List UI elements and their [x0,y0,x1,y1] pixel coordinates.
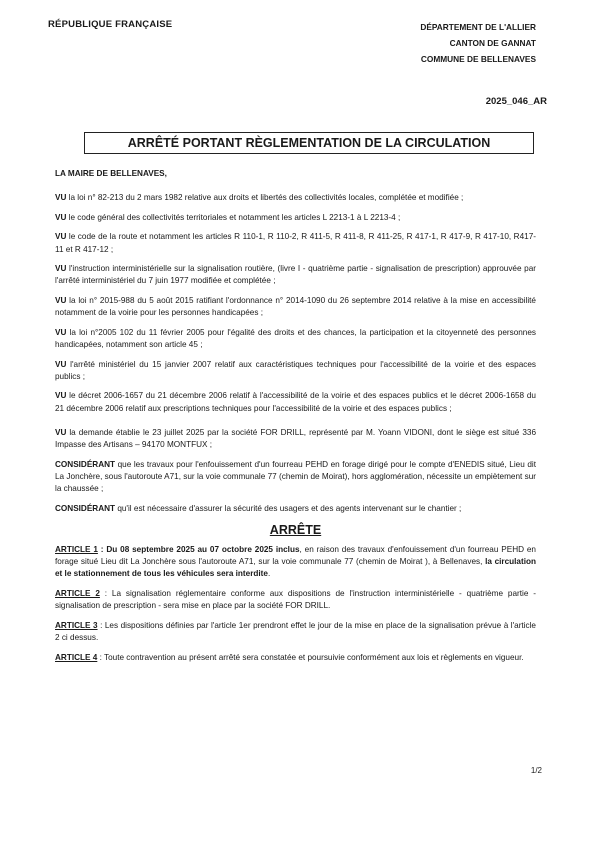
vu-text: la demande établie le 23 juillet 2025 par la société FOR DRILL, représenté par M. Yoann VIDONI, dont le siège est situé 336 Impasse des Artisans – 94170 MONTFUX ; [55,427,536,449]
article-text: Les dispositions définies par l'article 1er prendront effet le jour de la mise en place de la signalisation prévue à l'article 2 ci dessus. [55,620,536,642]
considerant-text: que les travaux pour l'enfouissement d'un fourreau PEHD en forage dirigé pour le compte d'ENEDIS situé, Lieu dit La Jonchère, sous l'autoroute A71, sur la voie communale 77 (chemin de Moirat), hors agglomération, nécessite un empiètement sur la chaussée ; [55,459,536,493]
vu-keyword: VU [55,391,67,401]
mayor-line: LA MAIRE DE BELLENAVES, [55,169,167,178]
vu-keyword: VU [55,193,67,203]
vu-text: le décret 2006-1657 du 21 décembre 2006 relatif à l'accessibilité de la voirie et des espaces publics et le décret 2006-1658 du 21 décembre 2006 relatif aux prescriptions techniques pour l'accessibilité de la voirie et des espaces publics ; [55,391,536,413]
article-separator: : [97,620,105,630]
vu-paragraph [55,212,536,224]
vu-text: le code général des collectivités territoriales et notamment les articles L 2213-1 à L 2213-4 ; [66,212,401,222]
department-line: DÉPARTEMENT DE L'ALLIER [420,22,536,32]
considerant-keyword: CONSIDÉRANT [55,459,116,469]
document-body [55,168,536,671]
republic-heading: RÉPUBLIQUE FRANÇAISE [48,19,173,30]
article-separator: : [97,544,107,554]
vu-text: le code de la route et notamment les articles R 110-1, R 110-2, R 411-5, R 411-8, R 411-25, R 417-1, R 417-9, R 417-10, R417-11 et R 417-12 ; [55,232,536,254]
vu-keyword: VU [55,427,67,437]
article-text-end: . [267,569,271,579]
vu-text: la loi n° 82-213 du 2 mars 1982 relative aux droits et libertés des collectivités locales, complétée et modifiée ; [66,193,464,203]
arrete-heading: ARRÊTE [269,522,322,537]
article-2 [55,588,536,612]
vu-paragraph [55,192,536,204]
administration-heading [420,19,536,67]
article-dates: Du 08 septembre 2025 au 07 octobre 2025 inclus [106,544,300,554]
document-reference: 2025_046_AR [485,96,547,107]
article-4 [55,652,536,664]
vu-paragraph [55,359,536,383]
vu-keyword: VU [55,264,67,274]
article-label: ARTICLE 2 [55,588,100,598]
considerant-paragraph [55,459,536,496]
considerant-text: qu'il est nécessaire d'assurer la sécurité des usagers et des agents intervenant sur le chantier ; [115,503,462,513]
article-text: Toute contravention au présent arrêté sera constatée et poursuivie conformément aux lois et règlements en vigueur. [104,652,524,662]
considerant-keyword: CONSIDÉRANT [55,503,116,513]
article-1 [55,544,536,581]
vu-paragraph [55,390,536,414]
vu-keyword: VU [55,327,67,337]
article-3 [55,620,536,644]
vu-paragraph [55,327,536,351]
article-text: La signalisation réglementaire conforme aux dispositions de l'instruction interministérielle - quatrième partie - signalisation de prescription - sera mise en place par la société FOR DRILL. [55,588,536,611]
vu-text: l'instruction interministérielle sur la signalisation routière, (livre I - quatrième partie - signalisation de prescription) approuvée par l'arrêté interministériel du 7 juin 1977 modifiée et complétée ; [55,264,536,286]
vu-paragraph [55,231,536,255]
vu-text: la loi n°2005 102 du 11 février 2005 pour l'égalité des droits et des chances, la participation et la citoyenneté des personnes handicapées, notamment son article 45 ; [55,327,536,349]
article-label: ARTICLE 4 [55,652,98,662]
vu-paragraph [55,295,536,319]
article-text: , en raison des travaux d'enfouissement d'un fourreau PEHD en forage situé Lieu dit La Jonchère sous l'autoroute A71, sur la voie communale 77 (chemin de Moirat ), à Bellenaves, [55,544,536,567]
page-number: 1/2 [530,766,542,775]
vu-keyword: VU [55,232,67,242]
considerant-paragraph [55,503,536,515]
vu-keyword: VU [55,212,67,222]
article-separator: : [97,652,104,662]
vu-paragraph [55,263,536,287]
vu-keyword: VU [55,295,67,305]
document-title: ARRÊTÉ PORTANT RÈGLEMENTATION DE LA CIRCULATION [84,132,534,154]
article-label: ARTICLE 1 [55,544,98,554]
article-separator: : [99,588,112,598]
article-prohibition: la circulation et le stationnement de tous les véhicules sera interdite [55,557,536,579]
vu-text: la loi n° 2015-988 du 5 août 2015 ratifiant l'ordonnance n° 2014-1090 du 26 septembre 2014 relative à la mise en accessibilité notamment de la voirie pour les personnes handicapées ; [55,295,536,318]
vu-keyword: VU [55,359,67,369]
article-label: ARTICLE 3 [55,620,98,630]
vu-text: l'arrêté ministériel du 15 janvier 2007 relatif aux caractéristiques techniques pour l'accessibilité de la voirie et des espaces publics ; [55,359,536,381]
commune-line: COMMUNE DE BELLENAVES [420,54,536,64]
canton-line: CANTON DE GANNAT [449,38,536,48]
vu-paragraph [55,427,536,451]
